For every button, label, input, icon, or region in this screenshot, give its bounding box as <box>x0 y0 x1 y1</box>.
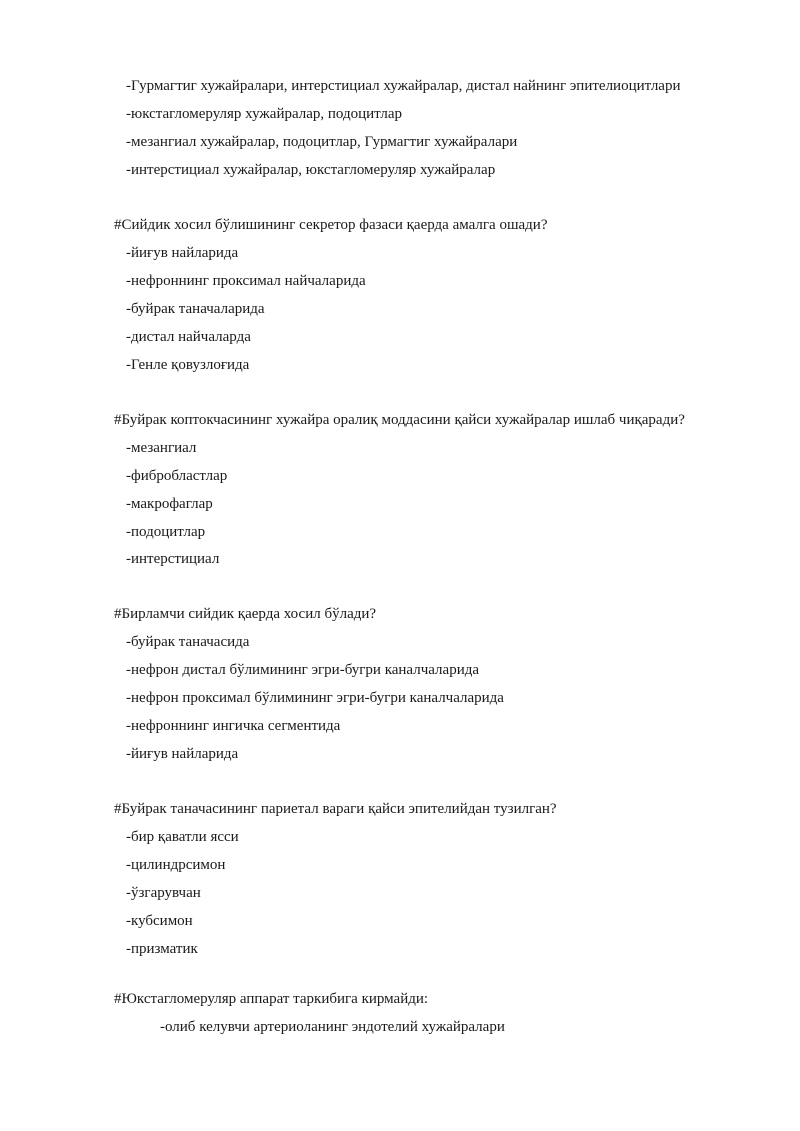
answer-option: -дистал найчаларда <box>126 329 251 345</box>
answer-option: -мезангиал хужайралар, подоцитлар, Гурмагтиг хужайралари <box>126 134 518 150</box>
answer-option: -Генле қовузлоғида <box>126 357 250 373</box>
answer-option: -кубсимон <box>126 913 193 929</box>
answer-option: -йиғув найларида <box>126 245 239 261</box>
answer-option: -нефроннинг ингичка сегментида <box>126 718 341 734</box>
answer-option: -интерстициал <box>126 551 220 567</box>
answer-option: -нефроннинг проксимал найчаларида <box>126 273 366 289</box>
answer-option: -бир қаватли ясси <box>126 829 239 845</box>
answer-option: -макрофаглар <box>126 496 213 512</box>
answer-option: -буйрак таначаларида <box>126 301 265 317</box>
question-text: #Юкстагломеруляр аппарат таркибига кирмайди: <box>114 991 429 1007</box>
answer-option: -буйрак таначасида <box>126 634 250 650</box>
answer-option: -Гурмагтиг хужайралари, интерстициал хужайралар, дистал найнинг эпителиоцитлари <box>126 78 681 94</box>
question-text: #Буйрак таначасининг париетал вараги қайси эпителийдан тузилган? <box>114 801 557 817</box>
answer-option: -ўзгарувчан <box>126 885 201 901</box>
answer-option: -фибробластлар <box>126 468 228 484</box>
answer-option: -юкстагломеруляр хужайралар, подоцитлар <box>126 106 403 122</box>
answer-option: -интерстициал хужайралар, юкстагломеруляр хужайралар <box>126 162 496 178</box>
answer-option: -нефрон дистал бўлимининг эгри-бугри каналчаларида <box>126 662 480 678</box>
question-text: #Бирламчи сийдик қаерда хосил бўлади? <box>114 606 377 622</box>
answer-option: -цилиндрсимон <box>126 857 226 873</box>
answer-option: -олиб келувчи артериоланинг эндотелий хужайралари <box>160 1019 505 1035</box>
answer-option: -нефрон проксимал бўлимининг эгри-бугри каналчаларида <box>126 690 504 706</box>
question-text: #Буйрак коптокчасининг хужайра оралиқ моддасини қайси хужайралар ишлаб чиқаради? <box>114 412 685 428</box>
answer-option: -подоцитлар <box>126 524 206 540</box>
answer-option: -мезангиал <box>126 440 197 456</box>
answer-option: -призматик <box>126 941 198 957</box>
answer-option: -йиғув найларида <box>126 746 239 762</box>
question-text: #Сийдик хосил бўлишининг секретор фазаси қаерда амалга ошади? <box>114 217 548 233</box>
